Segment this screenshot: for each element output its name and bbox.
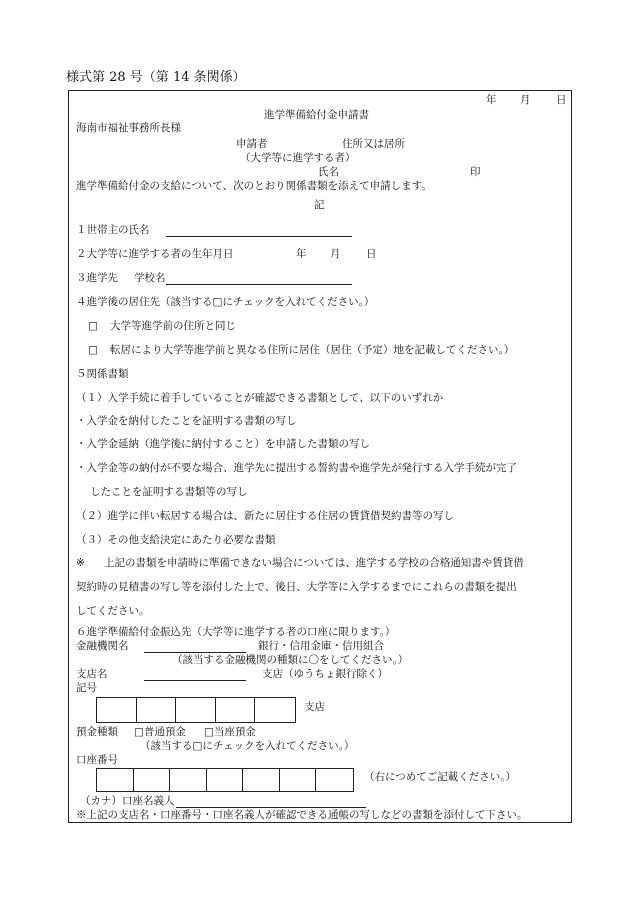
branch-label: 支店名 bbox=[76, 668, 108, 680]
addressee: 海南市福祉事務所長様 bbox=[76, 122, 181, 134]
code-label: 記号 bbox=[76, 682, 97, 694]
account-grid[interactable] bbox=[96, 768, 354, 792]
note-line3: してください。 bbox=[76, 605, 150, 617]
docs-1c-line1: ・入学金等の納付が不要な場合、進学先に提出する誓約書や進学先が発行する入学手続が完了 bbox=[76, 462, 517, 474]
account-note: （右につめてご記載ください。） bbox=[364, 771, 517, 783]
docs-header: ５関係書類 bbox=[76, 368, 129, 380]
account-cell[interactable] bbox=[170, 769, 207, 791]
school-prefix: ３進学先 bbox=[76, 272, 118, 284]
branch-suffix: 支店（ゆうちょ銀行除く） bbox=[262, 668, 388, 680]
institution-label: 金融機関名 bbox=[76, 640, 129, 652]
account-cell[interactable] bbox=[243, 769, 280, 791]
birth-year-label: 年 bbox=[296, 248, 307, 260]
seal-label: 印 bbox=[470, 166, 481, 178]
date-day-label: 日 bbox=[556, 94, 567, 106]
birth-month-label: 月 bbox=[330, 248, 341, 260]
code-suffix: 支店 bbox=[304, 701, 325, 713]
date-year-label: 年 bbox=[486, 94, 497, 106]
note-line1: 上記の書類を申請時に準備できない場合については、進学する学校の合格通知書や賃貸借 bbox=[104, 557, 524, 569]
intro-text: 進学準備給付金の支給について、次のとおり関係書類を添えて申請します。 bbox=[76, 180, 432, 192]
code-cell[interactable] bbox=[137, 698, 177, 722]
footer-note: ※上記の支店名・口座番号・口座名義人が確認できる通帳の写しなどの書類を添付して下さい。 bbox=[76, 809, 528, 821]
docs-1a: ・入学金を納付したことを証明する書類の写し bbox=[76, 415, 297, 427]
account-cell[interactable] bbox=[207, 769, 244, 791]
holder-line bbox=[176, 807, 366, 808]
school-line bbox=[166, 284, 352, 285]
holder-label: （カナ）口座名義人 bbox=[80, 795, 175, 807]
residence-diff-checkbox[interactable]: □ bbox=[88, 344, 98, 356]
residence-same-checkbox[interactable]: □ bbox=[88, 320, 98, 332]
deposit-ordinary-checkbox[interactable]: □普通預金 bbox=[134, 726, 186, 738]
form-title: 進学準備給付金申請書 bbox=[264, 109, 369, 121]
form-number: 様式第 28 号（第 14 条関係） bbox=[66, 70, 246, 85]
deposit-note: （該当する□にチェックを入れてください。） bbox=[140, 740, 355, 752]
ki-label: 記 bbox=[314, 199, 325, 211]
docs-1: （１）入学手続に着手していることが確認できる書類として、以下のいずれか bbox=[76, 392, 444, 404]
branch-line bbox=[144, 680, 246, 681]
bank-header: ６進学準備給付金振込先（大学等に進学する者の口座に限ります。） bbox=[76, 626, 396, 638]
school-label: 学校名 bbox=[134, 272, 166, 284]
account-cell[interactable] bbox=[134, 769, 171, 791]
applicant-note: （大学等に進学する者） bbox=[240, 152, 356, 164]
docs-3: （３）その他支給決定にあたり必要な書類 bbox=[76, 534, 276, 546]
householder-label: １世帯主の氏名 bbox=[76, 224, 150, 236]
account-label: 口座番号 bbox=[76, 754, 118, 766]
code-cell[interactable] bbox=[176, 698, 216, 722]
residence-same-label: 大学等進学前の住所と同じ bbox=[110, 320, 236, 332]
institution-line bbox=[144, 652, 246, 653]
docs-1b: ・入学金延納（進学後に納付すること）を申請した書類の写し bbox=[76, 438, 370, 450]
institution-types: 銀行・信用金庫・信用組合 bbox=[258, 640, 384, 652]
birth-day-label: 日 bbox=[366, 248, 377, 260]
account-cell[interactable] bbox=[280, 769, 317, 791]
name-label: 氏名 bbox=[318, 166, 339, 178]
applicant-label: 申請者 bbox=[236, 138, 268, 150]
date-month-label: 月 bbox=[520, 94, 531, 106]
docs-1c-line2: したことを証明する書類等の写し bbox=[90, 486, 248, 498]
code-cell[interactable] bbox=[97, 698, 137, 722]
deposit-label: 預金種類 bbox=[76, 726, 118, 738]
address-label: 住所又は居所 bbox=[342, 138, 405, 150]
note-mark: ※ bbox=[76, 557, 85, 569]
code-cell[interactable] bbox=[216, 698, 256, 722]
note-line2: 契約時の見積書の写し等を添付した上で、後日、大学等に入学するまでにこれらの書類を提出 bbox=[76, 581, 517, 593]
residence-diff-label: 転居により大学等進学前と異なる住所に居住（居住（予定）地を記載してください。） bbox=[110, 344, 515, 356]
code-grid[interactable] bbox=[96, 697, 296, 723]
deposit-current-checkbox[interactable]: □当座預金 bbox=[204, 726, 256, 738]
birthdate-label: ２大学等に進学する者の生年月日 bbox=[76, 248, 234, 260]
institution-note: （該当する金融機関の種類に〇をしてください。） bbox=[172, 654, 409, 666]
docs-2: （２）進学に伴い転居する場合は、新たに居住する住居の賃貸借契約書等の写し bbox=[76, 510, 454, 522]
householder-line bbox=[166, 236, 352, 237]
code-cell[interactable] bbox=[255, 698, 295, 722]
account-cell[interactable] bbox=[316, 769, 353, 791]
account-cell[interactable] bbox=[97, 769, 134, 791]
residence-header: ４進学後の居住先（該当する□にチェックを入れてください。） bbox=[76, 296, 375, 308]
